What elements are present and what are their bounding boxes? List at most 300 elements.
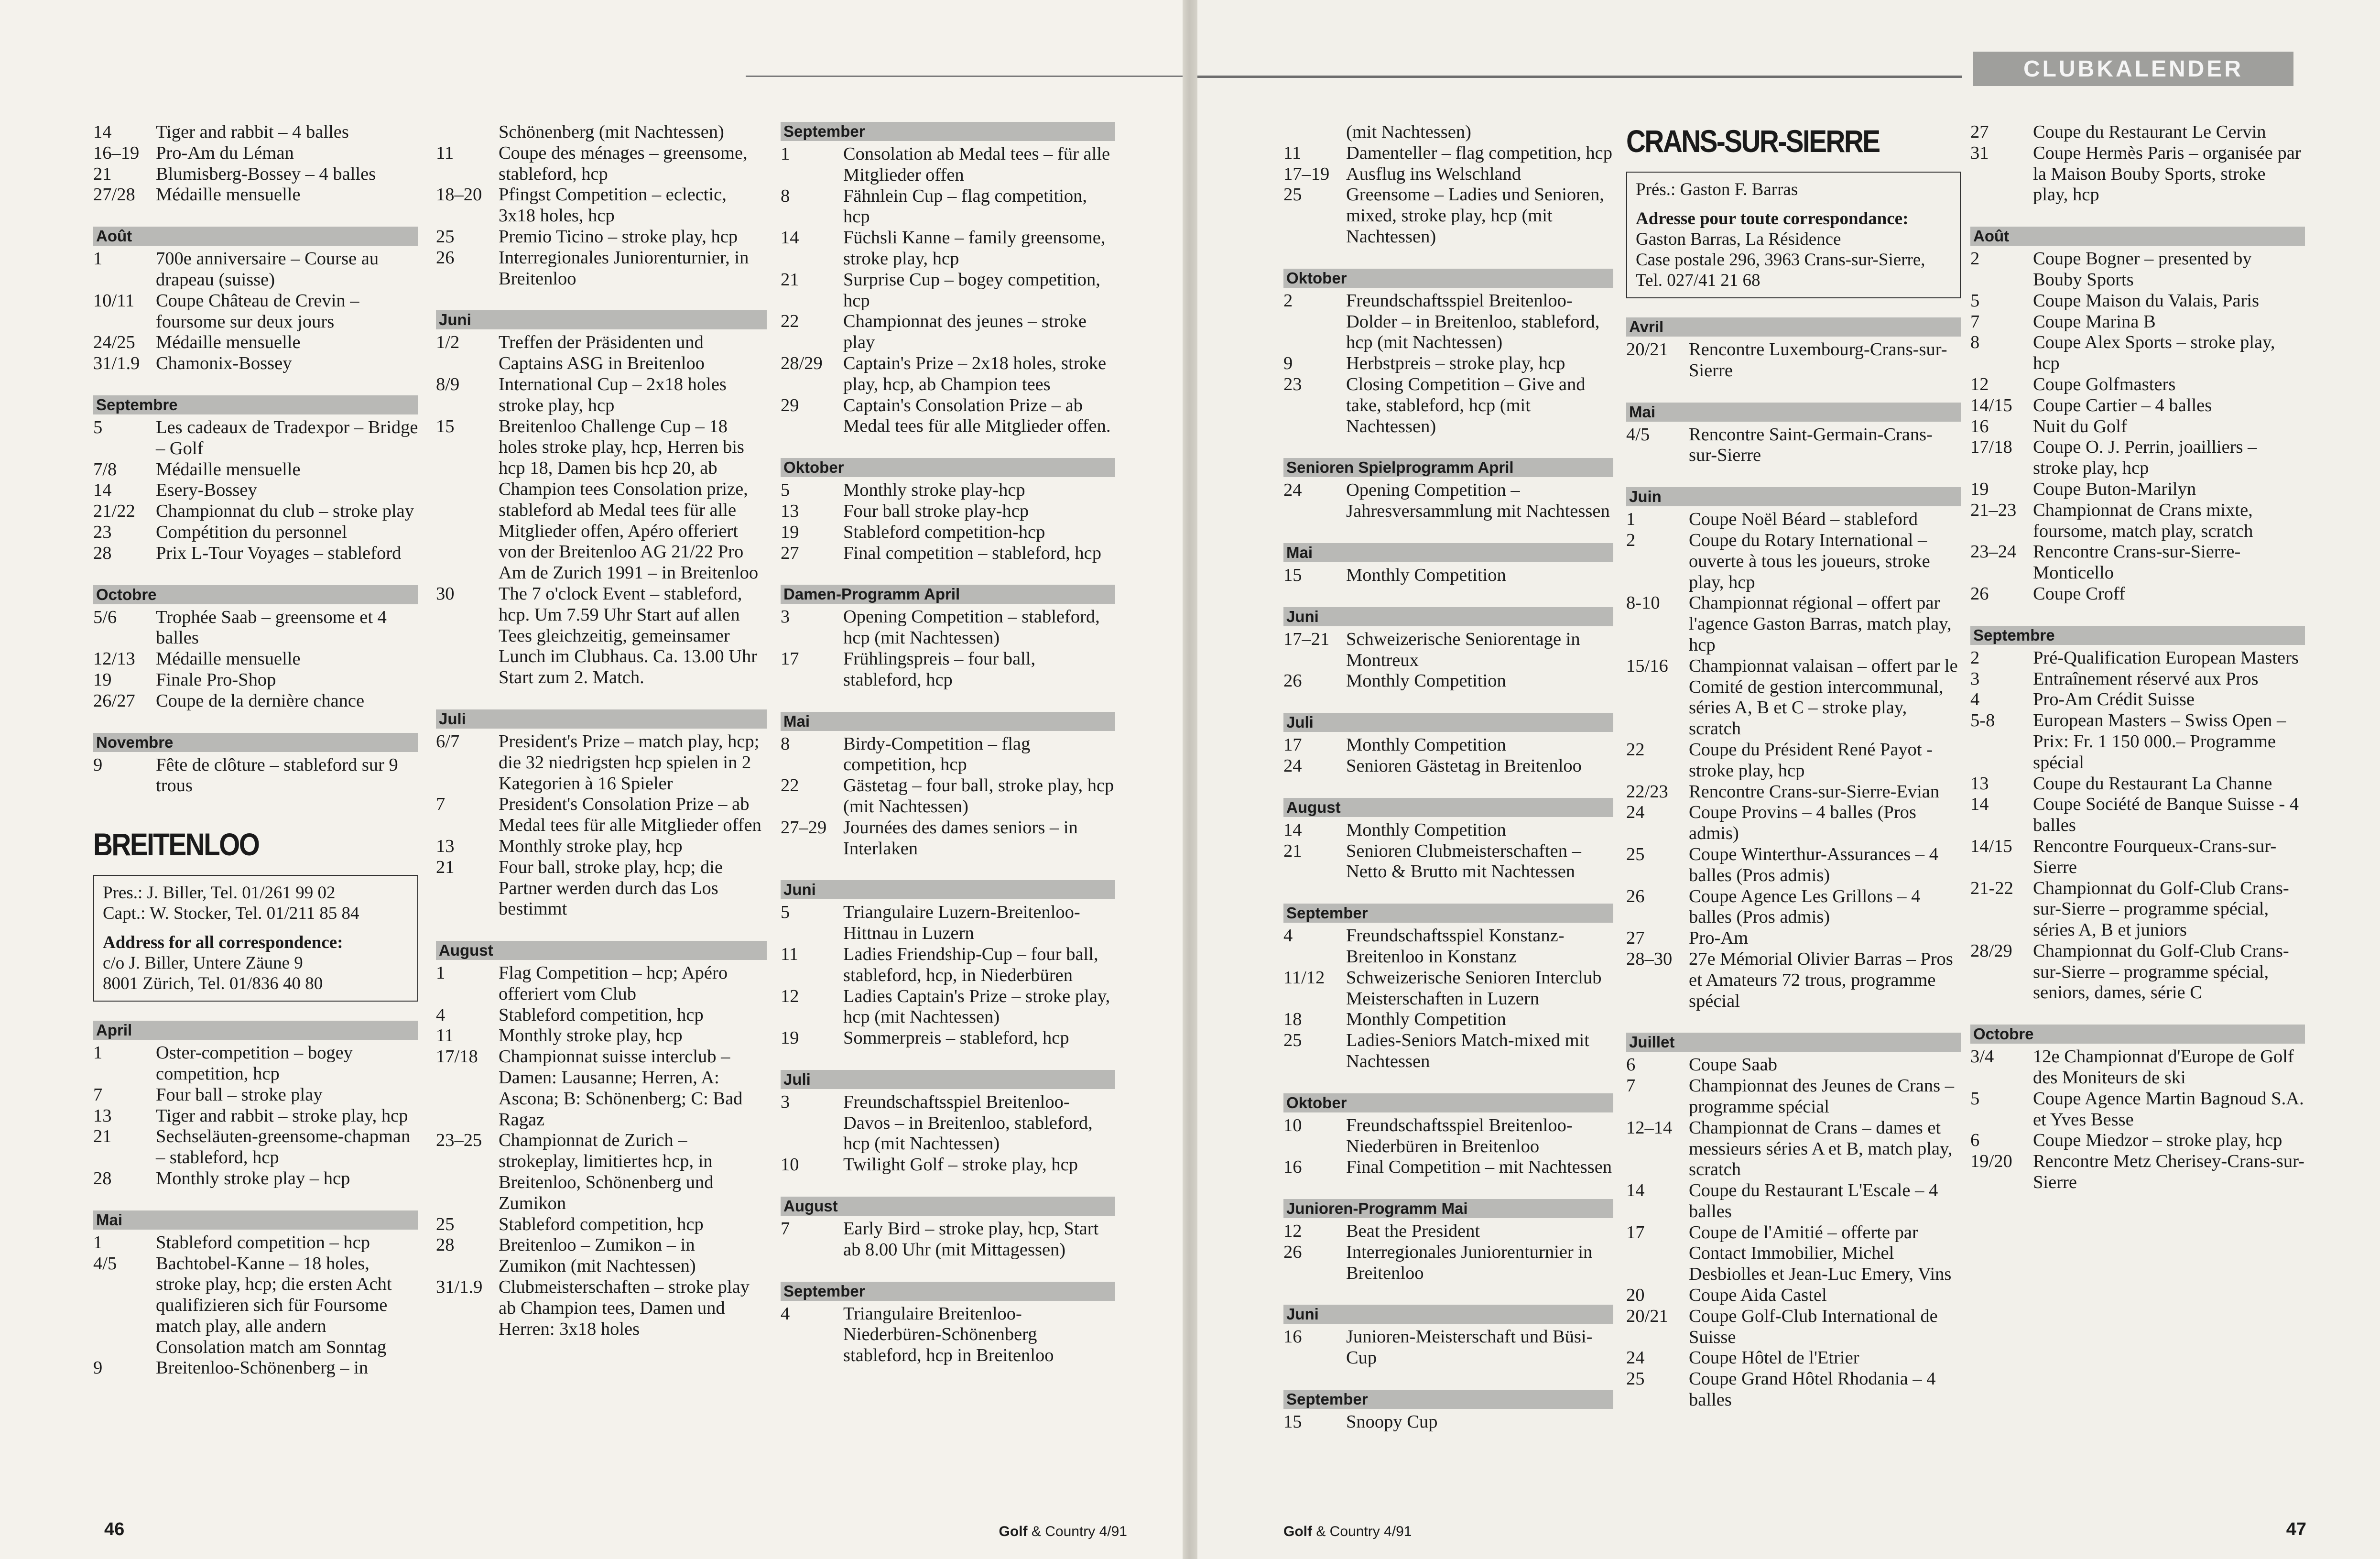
left-footer <box>104 1519 1127 1540</box>
entry-text: Coupe Golf-Club International de Suisse <box>1689 1306 1938 1347</box>
calendar-entry <box>1970 479 2305 500</box>
entry-text: Monthly stroke play-hcp <box>843 480 1025 501</box>
calendar-entry <box>93 1358 418 1379</box>
entry-date: 24 <box>1626 802 1645 823</box>
entry-text: President's Consolation Prize – ab Medal tees für alle Mitglieder offen <box>499 794 761 836</box>
entry-date: 4/5 <box>1626 424 1650 445</box>
calendar-entry <box>93 459 418 480</box>
calendar-entry <box>1970 1130 2305 1151</box>
entry-date: 14 <box>1626 1180 1645 1201</box>
section-heading: Oktober <box>1283 269 1613 288</box>
calendar-entry <box>1970 374 2305 395</box>
entry-text: Les cadeaux de Tradexpor – Bridge – Golf <box>156 417 418 458</box>
section-heading: Mai <box>93 1210 418 1230</box>
entry-text: Coupe Croff <box>2033 583 2125 604</box>
calendar-entry <box>1626 339 1961 382</box>
entry-text: Freundschaftsspiel Breitenloo-Davos – in Breitenloo, stableford, hcp (mit Nachtessen) <box>843 1091 1093 1154</box>
section-heading: Mai <box>1626 403 1961 422</box>
section-heading: Août <box>1970 227 2305 246</box>
section-heading: September <box>781 122 1115 141</box>
entry-text: Freundschaftsspiel Konstanz-Breitenloo in Konstanz <box>1346 926 1565 967</box>
entry-text: Coupe du Restaurant La Channe <box>2033 773 2272 794</box>
entry-date: 3 <box>781 1091 790 1112</box>
entry-date: 9 <box>93 754 103 775</box>
entry-date: 6 <box>1970 1130 1980 1151</box>
entry-text: Rencontre Saint-Germain-Crans-sur-Sierre <box>1689 424 1933 466</box>
section-heading: September <box>781 1282 1115 1301</box>
calendar-entry <box>1970 941 2305 1003</box>
entry-text: Rencontre Crans-sur-Sierre-Monticello <box>2033 542 2241 583</box>
calendar-entry <box>436 1277 767 1340</box>
entry-text: Championnat de Crans – dames et messieurs séries A et B, match play, scratch <box>1689 1117 1953 1180</box>
entry-date: 2 <box>1626 530 1636 550</box>
entry-text: Schönenberg (mit Nachtessen) <box>499 122 724 142</box>
entry-date: 25 <box>1626 844 1645 864</box>
calendar-entry <box>1970 122 2305 143</box>
entry-date: 7 <box>436 794 446 815</box>
entry-date: 5/6 <box>93 607 117 627</box>
entry-date: 17/18 <box>1970 437 2012 458</box>
entry-text: Ladies-Seniors Match-mixed mit Nachtessen <box>1346 1030 1589 1071</box>
calendar-entry <box>1626 656 1961 740</box>
entry-text: Monthly Competition <box>1346 1009 1506 1030</box>
calendar-entry <box>1283 565 1613 586</box>
calendar-entry <box>781 228 1115 270</box>
calendar-entry <box>1970 794 2305 836</box>
calendar-entry <box>1626 530 1961 593</box>
left-page <box>0 0 1183 1559</box>
calendar-entry <box>93 501 418 522</box>
entry-text: 700e anniversaire – Course au drapeau (suisse) <box>156 249 379 290</box>
entry-text: Coupe Grand Hôtel Rhodania – 4 balles <box>1689 1369 1936 1410</box>
entry-text: Monthly stroke play, hcp <box>499 1025 683 1046</box>
entry-text: Pré-Qualification European Masters <box>2033 647 2299 668</box>
entry-text: Opening Competition – stableford, hcp (mit Nachtessen) <box>843 607 1100 648</box>
section-heading: Juli <box>1283 713 1613 732</box>
entry-text: Four ball, stroke play, hcp; die Partner werden durch das Los bestimmt <box>499 857 723 919</box>
entry-text: President's Prize – match play, hcp; die 32 niedrigsten hcp spielen in 2 Kategorien à 16 Spieler <box>499 731 760 794</box>
entry-text: Birdy-Competition – flag competition, hcp <box>843 733 1031 775</box>
entry-text: Coupe des ménages – greensome, stableford, hcp <box>499 142 748 184</box>
calendar-entry <box>1626 1306 1961 1348</box>
entry-text: Clubmeisterschaften – stroke play ab Champion tees, Damen und Herren: 3x18 holes <box>499 1277 750 1339</box>
calendar-entry <box>1283 122 1613 143</box>
entry-date: 19 <box>93 669 112 690</box>
entry-date: 16–19 <box>93 142 140 163</box>
entry-date: 7 <box>1970 311 1980 332</box>
entry-text: Freundschaftsspiel Breitenloo-Dolder – in Breitenloo, stableford, hcp (mit Nachtessen) <box>1346 290 1600 353</box>
entry-date: 4/5 <box>93 1253 117 1274</box>
page-number: 46 <box>104 1519 125 1539</box>
calendar-entry <box>436 794 767 836</box>
entry-date: 20/21 <box>1626 1306 1668 1326</box>
entry-text: Tiger and rabbit – stroke play, hcp <box>156 1105 408 1126</box>
entry-text: Coupe de l'Amitié – offerte par Contact Immobilier, Michel Desbiolles et Jean-Luc Emery, Vins <box>1689 1222 1952 1285</box>
entry-date: 26 <box>1626 886 1645 906</box>
entry-date: 21 <box>93 1126 112 1147</box>
entry-date: 21 <box>436 857 455 877</box>
calendar-entry <box>1283 164 1613 185</box>
section-heading: September <box>1283 904 1613 923</box>
club-name: BREITENLOO <box>93 827 259 862</box>
entry-text: Fähnlein Cup – flag competition, hcp <box>843 185 1087 227</box>
section-heading: Senioren Spielprogramm April <box>1283 458 1613 477</box>
entry-text: Coupe Hermès Paris – organisée par la Maison Bouby Sports, stroke play, hcp <box>2033 142 2301 205</box>
section-heading: Octobre <box>1970 1025 2305 1044</box>
calendar-entry <box>436 836 767 857</box>
calendar-entry <box>1626 1348 1961 1369</box>
entry-date: 7 <box>93 1084 103 1105</box>
entry-date: 4 <box>436 1004 446 1025</box>
entry-date: 13 <box>781 501 799 521</box>
entry-text: Championnat suisse interclub – Damen: Lausanne; Herren, A: Ascona; B: Schönenberg; C: Bad Ragaz <box>499 1047 743 1130</box>
calendar-entry <box>1970 648 2305 669</box>
entry-text: Surprise Cup – bogey competition, hcp <box>843 269 1100 311</box>
entry-text: Championnat régional – offert par l'agence Gaston Barras, match play, hcp <box>1689 593 1952 655</box>
calendar-entry <box>1970 291 2305 312</box>
calendar-entry <box>1626 1180 1961 1222</box>
calendar-entry <box>1970 1151 2305 1193</box>
entry-date: 25 <box>436 226 455 247</box>
section-heading: September <box>1283 1390 1613 1409</box>
club-info-line: c/o J. Biller, Untere Zäune 9 <box>103 953 303 973</box>
calendar-entry <box>781 734 1115 776</box>
entry-text: Ausflug ins Welschland <box>1346 164 1521 184</box>
calendar-entry <box>93 1085 418 1106</box>
entry-date: 17/18 <box>436 1047 478 1067</box>
entry-date: 14 <box>781 228 799 248</box>
section-heading: Oktober <box>781 458 1115 477</box>
entry-text: Stableford competition, hcp <box>499 1214 704 1234</box>
entry-date: 6/7 <box>436 731 460 752</box>
entry-text: 12e Championnat d'Europe de Golf des Moniteurs de ski <box>2033 1047 2294 1088</box>
club-info-line: Prés.: Gaston F. Barras <box>1636 180 1798 199</box>
entry-date: 25 <box>436 1214 455 1234</box>
entry-date: 8 <box>781 733 790 754</box>
calendar-entry <box>781 1028 1115 1049</box>
entry-date: 22 <box>781 775 799 796</box>
entry-date: 5-8 <box>1970 710 1995 731</box>
calendar-entry <box>93 649 418 670</box>
top-rule <box>746 76 1183 77</box>
entry-text: Coupe Winterthur-Assurances – 4 balles (Pros admis) <box>1689 844 1938 885</box>
calendar-entry <box>1626 509 1961 530</box>
entry-text: Coupe Marina B <box>2033 311 2156 332</box>
entry-text: Coupe Agence Martin Bagnoud S.A. et Yves Besse <box>2033 1088 2304 1130</box>
entry-text: Coupe Aida Castel <box>1689 1285 1827 1306</box>
entry-date: 19 <box>1970 479 1989 499</box>
entry-text: Coupe Agence Les Grillons – 4 balles (Pros admis) <box>1689 886 1921 927</box>
calendar-entry <box>1626 928 1961 949</box>
entry-text: Médaille mensuelle <box>156 185 301 205</box>
entry-date: 2 <box>1970 249 1980 269</box>
entry-date: 17 <box>1283 735 1302 755</box>
calendar-entry <box>1283 353 1613 374</box>
calendar-entry <box>93 291 418 333</box>
entry-text: Coupe O. J. Perrin, joailliers – stroke play, hcp <box>2033 437 2257 479</box>
entry-date: 18–20 <box>436 185 482 205</box>
entry-date: 15 <box>1283 565 1302 585</box>
entry-text: Fête de clôture – stableford sur 9 trous <box>156 754 398 796</box>
entry-date: 21 <box>1283 840 1302 861</box>
entry-date: 26/27 <box>93 690 135 711</box>
entry-date: 5 <box>781 902 790 923</box>
club-info-line: Adresse pour toute correspondance: <box>1636 209 1909 229</box>
entry-date: 24/25 <box>93 332 135 353</box>
calendar-entry <box>1283 1115 1613 1157</box>
entry-date: 23 <box>93 522 112 542</box>
entry-date: 20 <box>1626 1285 1645 1306</box>
calendar-entry <box>1626 1369 1961 1411</box>
entry-date: 29 <box>781 395 799 415</box>
page-number: 47 <box>2286 1519 2306 1539</box>
calendar-entry <box>1626 844 1961 886</box>
calendar-entry <box>781 311 1115 353</box>
calendar-entry <box>1970 416 2305 437</box>
entry-text: Coupe Cartier – 4 balles <box>2033 395 2212 415</box>
calendar-entry <box>93 691 418 712</box>
section-heading: Avril <box>1626 317 1961 337</box>
calendar-entry <box>1283 756 1613 777</box>
entry-date: 25 <box>1283 185 1302 205</box>
calendar-entry <box>1283 1030 1613 1072</box>
entry-date: 9 <box>93 1358 103 1378</box>
entry-text: Coupe Hôtel de l'Etrier <box>1689 1348 1859 1368</box>
calendar-entry <box>1970 669 2305 690</box>
column-2 <box>436 122 767 1463</box>
entry-date: 11 <box>436 1025 454 1046</box>
section-heading: Juni <box>436 310 767 329</box>
calendar-entry <box>1626 949 1961 1012</box>
calendar-entry <box>93 353 418 374</box>
calendar-entry <box>93 670 418 691</box>
calendar-entry <box>781 1219 1115 1261</box>
calendar-entry <box>1970 584 2305 605</box>
column-4 <box>1283 122 1613 1463</box>
entry-text: Bachtobel-Kanne – 18 holes, stroke play, hcp; die ersten Acht qualifizieren sich für Foursome match play, alle andern Consolation match am Sonntag <box>156 1253 392 1357</box>
entry-text: Coupe Maison du Valais, Paris <box>2033 290 2260 311</box>
entry-date: 5 <box>1970 1088 1980 1109</box>
entry-text: Captain's Prize – 2x18 holes, stroke play, hcp, ab Champion tees <box>843 353 1107 394</box>
entry-date: 24 <box>1283 480 1302 501</box>
calendar-entry <box>1283 968 1613 1010</box>
calendar-entry <box>1283 926 1613 968</box>
entry-date: 11 <box>781 944 799 964</box>
calendar-entry <box>781 649 1115 691</box>
section-heading: Junioren-Programm Mai <box>1283 1199 1613 1218</box>
entry-text: Pro-Am Crédit Suisse <box>2033 689 2195 710</box>
entry-date: 22 <box>781 311 799 332</box>
section-heading: August <box>781 1197 1115 1216</box>
calendar-entry <box>93 1168 418 1189</box>
entry-text: Monthly Competition <box>1346 819 1506 840</box>
entry-date: 1 <box>93 249 103 269</box>
entry-text: Pfingst Competition – eclectic, 3x18 holes, hcp <box>499 185 727 226</box>
entry-date: 7 <box>781 1219 790 1239</box>
entry-date: 4 <box>1970 689 1980 710</box>
entry-date: 17–19 <box>1283 164 1330 184</box>
entry-date: 24 <box>1626 1348 1645 1368</box>
calendar-entry <box>1970 878 2305 941</box>
calendar-entry <box>436 185 767 227</box>
calendar-entry <box>93 1126 418 1168</box>
entry-text: Tiger and rabbit – 4 balles <box>156 122 349 142</box>
entry-text: Monthly stroke play – hcp <box>156 1168 350 1188</box>
calendar-entry <box>1283 629 1613 671</box>
entry-text: Championnat du club – stroke play <box>156 501 414 522</box>
calendar-entry <box>781 186 1115 228</box>
entry-date: 12 <box>1283 1221 1302 1242</box>
entry-date: 1 <box>781 144 790 164</box>
entry-date: 14/15 <box>1970 836 2012 856</box>
entry-date: 8-10 <box>1626 593 1660 613</box>
entry-text: Médaille mensuelle <box>156 332 301 353</box>
entry-date: 14 <box>93 480 112 501</box>
entry-text: Championnat valaisan – offert par le Comité de gestion intercommunal, séries A, B et C – stroke play, scratch <box>1689 655 1958 739</box>
entry-date: 26 <box>436 247 455 268</box>
entry-date: 21 <box>781 269 799 290</box>
club-name: CRANS-SUR-SIERRE <box>1626 123 1880 159</box>
entry-text: Junioren-Meisterschaft und Büsi-Cup <box>1346 1327 1593 1368</box>
entry-date: 15 <box>436 416 455 436</box>
entry-date: 17–21 <box>1283 629 1330 649</box>
entry-text: Coupe Miedzor – stroke play, hcp <box>2033 1130 2282 1151</box>
entry-date: 1 <box>436 963 446 983</box>
calendar-entry <box>436 1235 767 1277</box>
calendar-entry <box>1970 1047 2305 1089</box>
calendar-entry <box>1626 886 1961 928</box>
calendar-entry <box>781 353 1115 395</box>
entry-text: Monthly Competition <box>1346 671 1506 691</box>
entry-date: 17 <box>781 648 799 669</box>
entry-date: 5 <box>781 480 790 501</box>
calendar-entry <box>1626 1285 1961 1306</box>
calendar-entry <box>93 607 418 649</box>
entry-text: Monthly Competition <box>1346 735 1506 755</box>
entry-text: Gästetag – four ball, stroke play, hcp (mit Nachtessen) <box>843 775 1114 817</box>
calendar-entry <box>1283 1221 1613 1242</box>
calendar-entry <box>1283 480 1613 522</box>
calendar-entry <box>781 501 1115 522</box>
calendar-entry <box>93 543 418 564</box>
entry-text: Coupe Alex Sports – stroke play, hcp <box>2033 332 2275 374</box>
calendar-entry <box>1970 542 2305 584</box>
calendar-entry <box>1970 332 2305 374</box>
entry-text: (mit Nachtessen) <box>1346 122 1471 142</box>
entry-date: 14 <box>1970 794 1989 815</box>
entry-text: Sechseläuten-greensome-chapman – stableford, hcp <box>156 1126 411 1168</box>
calendar-entry <box>781 270 1115 312</box>
section-heading: Juli <box>781 1070 1115 1089</box>
calendar-entry <box>1970 689 2305 710</box>
section-heading: Juin <box>1626 487 1961 506</box>
section-heading: Juni <box>781 880 1115 899</box>
calendar-entry <box>781 944 1115 986</box>
section-heading: August <box>436 941 767 960</box>
entry-date: 16 <box>1970 416 1989 436</box>
calendar-entry <box>436 1025 767 1047</box>
calendar-entry <box>1283 143 1613 164</box>
entry-text: Stableford competition-hcp <box>843 522 1045 542</box>
calendar-entry <box>781 144 1115 186</box>
calendar-entry <box>1283 291 1613 353</box>
entry-date: 11/12 <box>1283 967 1325 988</box>
entry-date: 10/11 <box>93 290 135 311</box>
entry-date: 24 <box>1283 755 1302 776</box>
entry-date: 27 <box>1970 122 1989 142</box>
entry-text: Entraînement réservé aux Pros <box>2033 668 2259 689</box>
section-heading: Mai <box>1283 543 1613 562</box>
calendar-entry <box>781 1304 1115 1366</box>
entry-text: Four ball stroke play-hcp <box>843 501 1029 521</box>
entry-text: Opening Competition – Jahresversammlung mit Nachtessen <box>1346 480 1610 522</box>
entry-text: Snoopy Cup <box>1346 1412 1438 1432</box>
column-1 <box>93 122 418 1463</box>
entry-text: Herbstpreis – stroke play, hcp <box>1346 353 1565 374</box>
entry-text: Four ball – stroke play <box>156 1084 323 1105</box>
entry-text: Championnat de Crans mixte, foursome, match play, scratch <box>2033 500 2253 541</box>
section-heading: Oktober <box>1283 1093 1613 1112</box>
entry-text: Damenteller – flag competition, hcp <box>1346 142 1612 163</box>
entry-text: Treffen der Präsidenten und Captains ASG in Breitenloo <box>499 332 705 374</box>
calendar-entry <box>1970 500 2305 542</box>
entry-date: 31 <box>1970 142 1989 163</box>
entry-text: European Masters – Swiss Open – Prix: Fr. 1 150 000.– Programme spécial <box>2033 710 2286 773</box>
entry-text: Médaille mensuelle <box>156 649 301 669</box>
entry-text: Final competition – stableford, hcp <box>843 543 1101 563</box>
entry-date: 7/8 <box>93 459 117 480</box>
entry-text: Championnat des Jeunes de Crans – programme spécial <box>1689 1076 1954 1117</box>
calendar-entry <box>1283 374 1613 437</box>
calendar-entry <box>93 164 418 185</box>
calendar-entry <box>1283 185 1613 247</box>
entry-text: Ladies Friendship-Cup – four ball, stableford, hcp, in Niederbüren <box>843 944 1098 985</box>
calendar-entry <box>436 963 767 1005</box>
entry-date: 9 <box>1283 353 1293 374</box>
entry-text: Chamonix-Bossey <box>156 353 292 374</box>
column-3 <box>781 122 1115 1463</box>
entry-text: Senioren Clubmeisterschaften – Netto & Brutto mit Nachtessen <box>1346 840 1581 882</box>
entry-date: 3/4 <box>1970 1047 1994 1067</box>
entry-date: 23–24 <box>1970 542 2017 562</box>
calendar-entry <box>1970 437 2305 479</box>
entry-date: 4 <box>1283 926 1293 946</box>
calendar-entry <box>781 395 1115 437</box>
entry-text: Monthly Competition <box>1346 565 1506 585</box>
entry-text: Frühlingspreis – four ball, stableford, hcp <box>843 648 1036 690</box>
calendar-entry <box>436 1130 767 1214</box>
section-heading: April <box>93 1021 418 1040</box>
entry-date: 13 <box>1970 773 1989 794</box>
calendar-entry <box>1626 802 1961 844</box>
entry-text: Consolation ab Medal tees – für alle Mitglieder offen <box>843 144 1110 185</box>
calendar-entry <box>1283 1009 1613 1030</box>
entry-date: 13 <box>436 836 455 856</box>
column-5 <box>1626 122 1961 1463</box>
entry-date: 2 <box>1283 290 1293 311</box>
entry-date: 4 <box>781 1303 790 1324</box>
calendar-entry <box>1283 735 1613 756</box>
entry-date: 25 <box>1283 1030 1302 1051</box>
entry-date: 23 <box>1283 374 1302 394</box>
entry-text: Journées des dames seniors – in Interlaken <box>843 817 1078 859</box>
magazine-credit: Golf & Country 4/91 <box>999 1524 1127 1539</box>
entry-text: Coupe du Rotary International – ouverte à tous les joueurs, stroke play, hcp <box>1689 530 1930 592</box>
calendar-entry <box>436 248 767 290</box>
entry-date: 28 <box>436 1235 455 1255</box>
entry-text: Triangulaire Luzern-Breitenloo-Hittnau in Luzern <box>843 902 1080 944</box>
entry-text: Nuit du Golf <box>2033 416 2127 436</box>
